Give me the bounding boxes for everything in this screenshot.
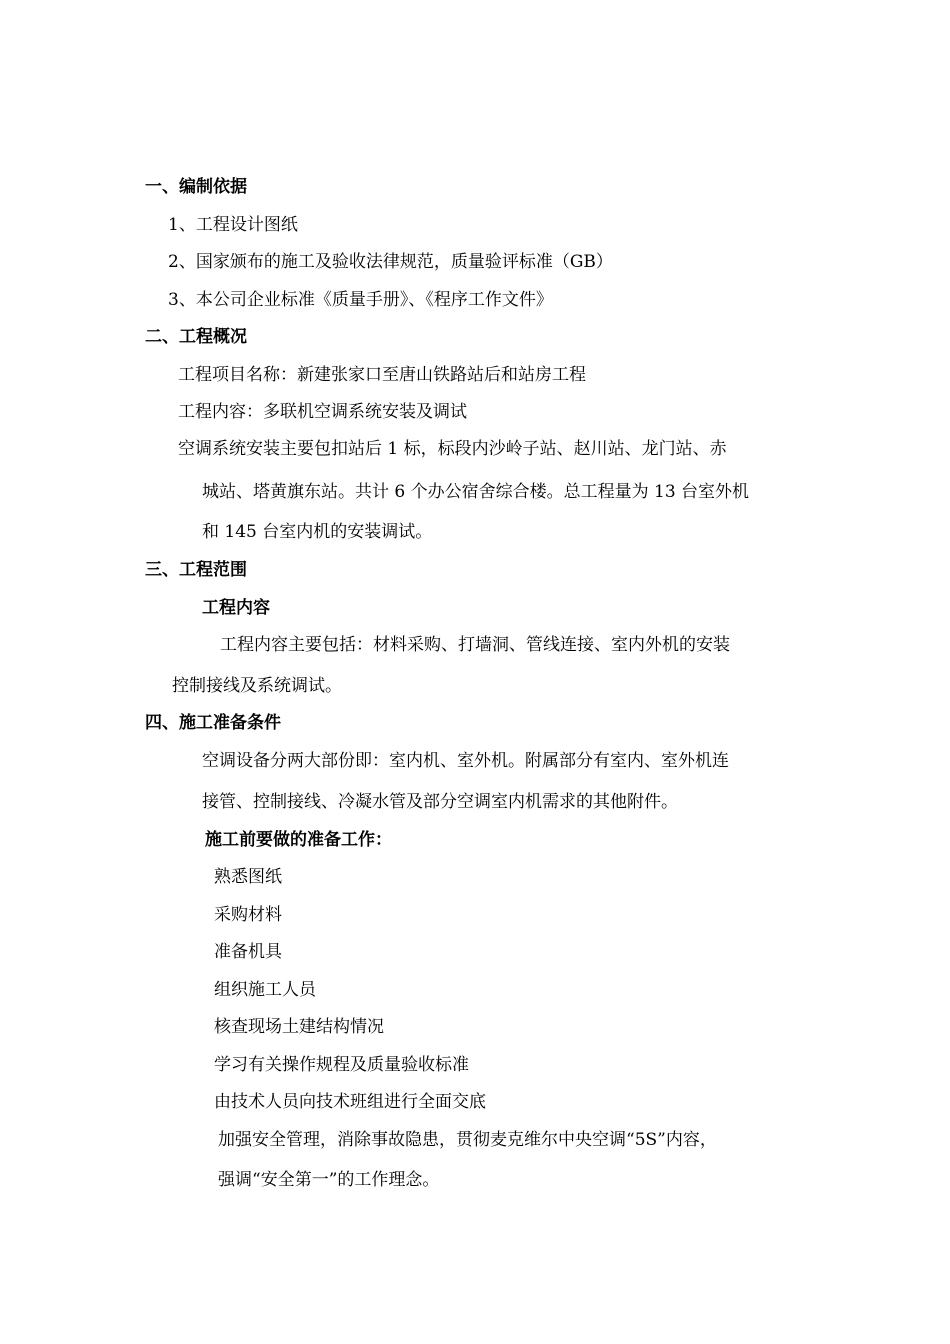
section-2-heading: 二、工程概况 — [145, 327, 247, 347]
section-1-item-2: 2、国家颁布的施工及验收法律规范，质量验评标准（GB） — [168, 252, 613, 272]
section-1-heading: 一、编制依据 — [145, 177, 247, 197]
project-content: 工程内容：多联机空调系统安装及调试 — [178, 402, 467, 422]
section-3-heading: 三、工程范围 — [145, 560, 247, 580]
section-4-heading: 四、施工准备条件 — [145, 713, 281, 733]
prep-item: 学习有关操作规程及质量验收标准 — [214, 1055, 469, 1075]
section-1-item-1: 1、工程设计图纸 — [168, 215, 298, 235]
prep-item: 准备机具 — [214, 942, 282, 962]
project-desc-line-3: 和 145 台室内机的安装调试。 — [202, 522, 433, 542]
prep-item: 熟悉图纸 — [214, 867, 282, 887]
section-1-item-3: 3、本公司企业标准《质量手册》、《程序工作文件》 — [168, 290, 553, 310]
prep-item: 由技术人员向技术班组进行全面交底 — [214, 1092, 486, 1112]
section-3-body-line-2: 控制接线及系统调试。 — [172, 676, 342, 696]
safety-line-2: 强调“安全第一”的工作理念。 — [218, 1170, 440, 1190]
safety-line-1: 加强安全管理，消除事故隐患，贯彻麦克维尔中央空调“5S”内容， — [218, 1130, 717, 1150]
prep-item: 组织施工人员 — [214, 980, 316, 1000]
project-desc-line-2: 城站、塔黄旗东站。共计 6 个办公宿舍综合楼。总工程量为 13 台室外机 — [202, 482, 750, 502]
section-3-subheading: 工程内容 — [202, 598, 270, 618]
project-desc-line-1: 空调系统安装主要包扣站后 1 标，标段内沙岭子站、赵川站、龙门站、赤 — [178, 439, 727, 459]
prep-heading: 施工前要做的准备工作： — [205, 830, 392, 850]
section-4-intro-line-1: 空调设备分两大部份即：室内机、室外机。附属部分有室内、室外机连 — [202, 751, 729, 771]
project-name: 工程项目名称：新建张家口至唐山铁路站后和站房工程 — [178, 365, 586, 385]
prep-item: 核查现场土建结构情况 — [214, 1017, 384, 1037]
section-4-intro-line-2: 接管、控制接线、冷凝水管及部分空调室内机需求的其他附件。 — [202, 792, 678, 812]
prep-item: 采购材料 — [214, 905, 282, 925]
section-3-body-line-1: 工程内容主要包括：材料采购、打墙洞、管线连接、室内外机的安装 — [220, 635, 730, 655]
